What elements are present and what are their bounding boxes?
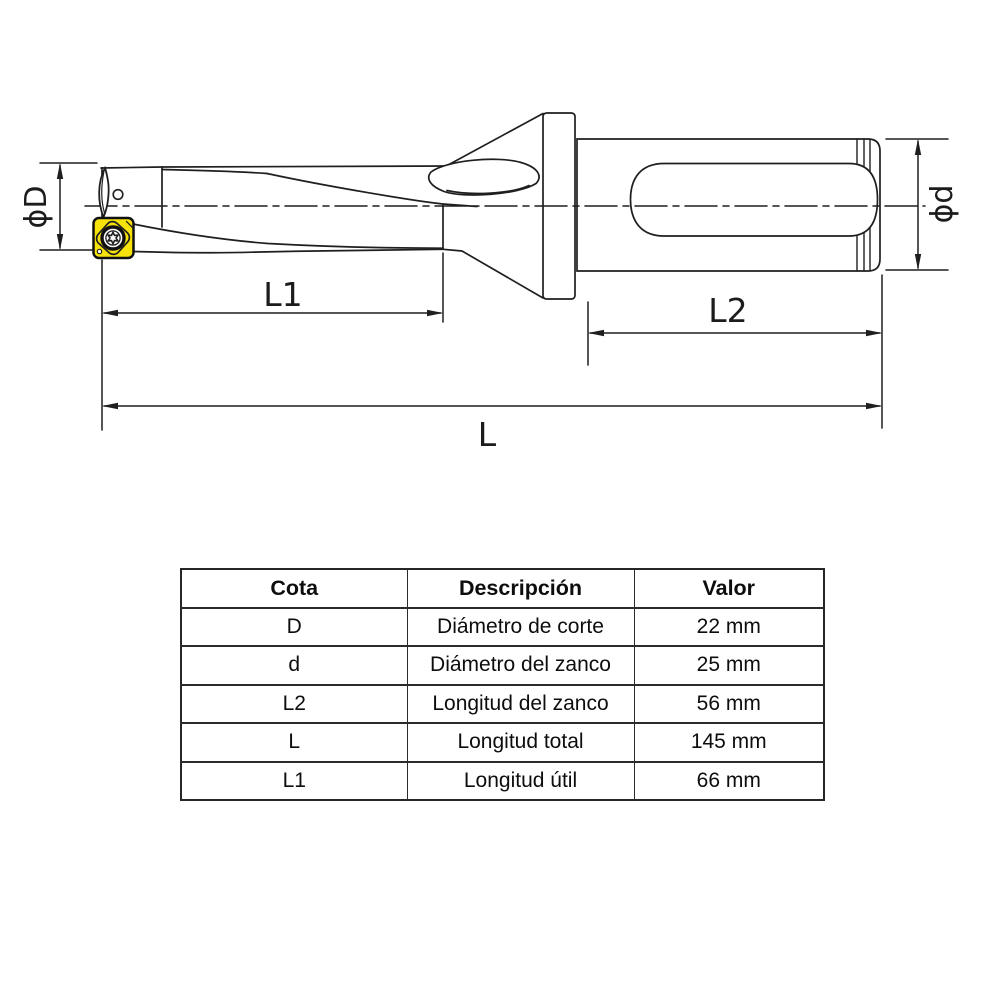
cell-valor: 145 mm [634, 723, 824, 762]
cell-valor: 56 mm [634, 685, 824, 724]
cell-descripcion: Diámetro de corte [407, 608, 634, 647]
header-descripcion: Descripción [407, 569, 634, 608]
cell-cota: L1 [181, 762, 407, 801]
cell-cota: D [181, 608, 407, 647]
spec-table-header-row [181, 569, 824, 608]
flute-runout-oval [429, 159, 539, 195]
arrow-right [427, 310, 443, 316]
shank-outline [577, 139, 880, 271]
cell-valor: 22 mm [634, 608, 824, 647]
label-L2: L2 [708, 291, 748, 330]
label-phi-d: ϕd [925, 184, 960, 224]
arrow-left [102, 403, 118, 409]
arrow-down [915, 254, 921, 270]
cell-valor: 25 mm [634, 646, 824, 685]
edge-insert-blade [99, 168, 123, 217]
insert-corner-dot [97, 249, 101, 253]
dim-L [102, 403, 882, 409]
cell-cota: L2 [181, 685, 407, 724]
label-L1: L1 [263, 275, 303, 314]
cell-cota: L [181, 723, 407, 762]
arrow-right [866, 330, 882, 336]
label-phi-D: ϕD [19, 185, 54, 229]
drill-body-outline [101, 166, 477, 253]
label-L: L [477, 415, 497, 454]
arrow-left [102, 310, 118, 316]
header-cota: Cota [270, 575, 319, 600]
arrow-down [57, 234, 63, 250]
table-row [181, 723, 824, 762]
front-insert [94, 218, 134, 258]
shank-flat [631, 164, 878, 237]
table-row [181, 762, 824, 801]
cell-descripcion: Longitud del zanco [407, 685, 634, 724]
header-valor: Valor [634, 569, 824, 608]
arrow-up [57, 163, 63, 179]
arrow-up [915, 139, 921, 155]
arrow-left [588, 330, 604, 336]
cell-descripcion: Longitud total [407, 723, 634, 762]
table-row [181, 608, 824, 647]
spec-table [180, 568, 825, 801]
table-row [181, 646, 824, 685]
edge-insert-screw [113, 190, 123, 200]
table-row [181, 685, 824, 724]
cell-descripcion: Longitud útil [407, 762, 634, 801]
arrow-right [866, 403, 882, 409]
cell-cota: d [181, 646, 407, 685]
cell-descripcion: Diámetro del zanco [407, 646, 634, 685]
cell-valor: 66 mm [634, 762, 824, 801]
